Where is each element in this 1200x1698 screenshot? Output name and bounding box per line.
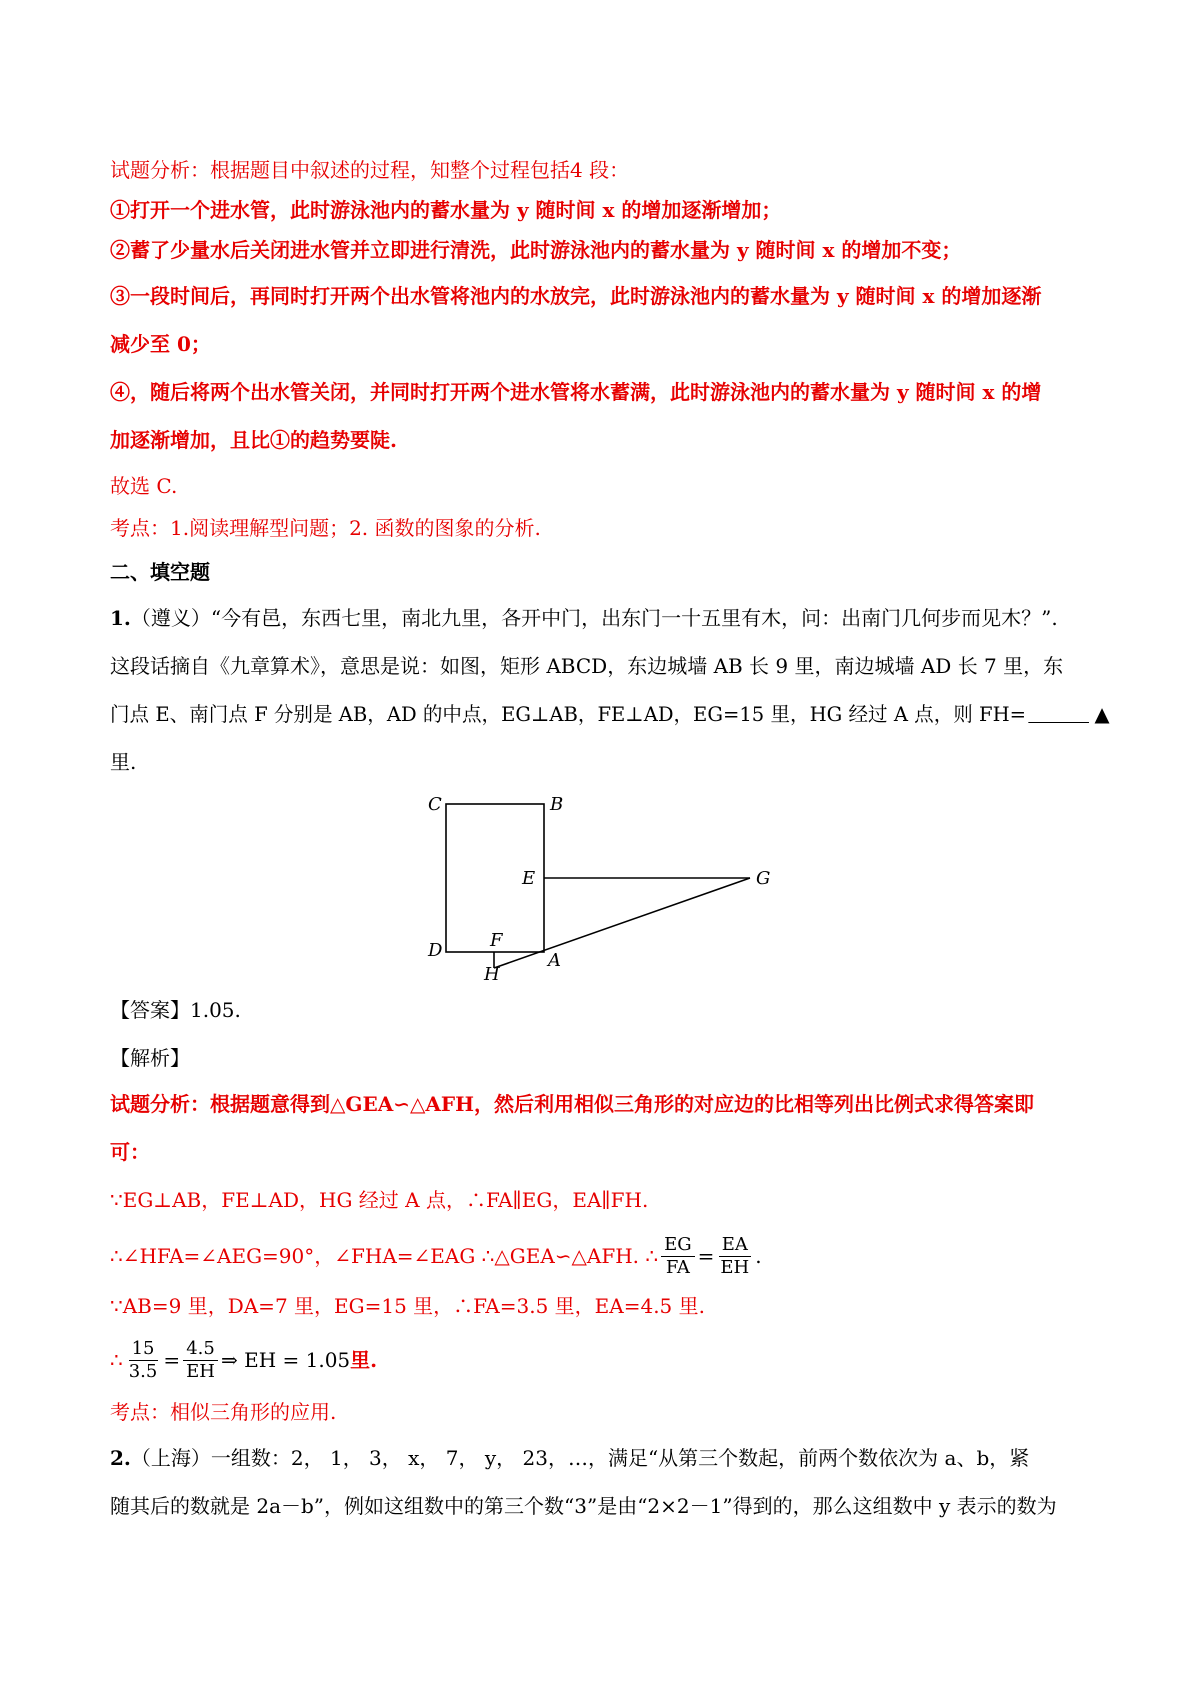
q1-solution-3-equals: = — [697, 1244, 715, 1268]
fraction-eg-fa-numerator: EG — [661, 1234, 695, 1257]
analysis-step-1: ①打开一个进水管，此时游泳池内的蓄水量为 y 随时间 x 的增加逐渐增加； — [110, 198, 782, 222]
q1-solution-5-result: ⇒ EH = 1.05 — [220, 1348, 351, 1372]
q1-text-1: （遵义）“今有邑，东西七里，南北九里，各开中门，出东门一十五里有木，问：出南门几何步而见木？”. — [130, 606, 1058, 630]
q1-solution-5 — [110, 1330, 377, 1390]
fraction-15-3-5-denominator: 3.5 — [128, 1360, 158, 1382]
q1-solution-2: ∵EG⊥AB，FE⊥AD，HG 经过 A 点，∴FA∥EG，EA∥FH. — [110, 1188, 649, 1212]
fraction-15-3-5-numerator: 15 — [129, 1338, 158, 1361]
analysis-step-4b: 加逐渐增加，且比①的趋势要陡. — [110, 428, 397, 452]
q1-jiexi: 【解析】 — [110, 1046, 190, 1070]
label-d: D — [428, 940, 443, 961]
analysis-step-3a: ③一段时间后，再同时打开两个出水管将池内的水放完，此时游泳池内的蓄水量为 y 随时间 x 的增加逐渐 — [110, 284, 1042, 308]
label-a: A — [548, 950, 561, 971]
segment-hg — [494, 878, 750, 968]
q1-answer: 【答案】1.05. — [110, 998, 241, 1022]
fraction-ea-eh-numerator: EA — [719, 1234, 751, 1257]
q1-line-4: 里. — [110, 750, 137, 774]
q1-solution-1b: 可： — [110, 1140, 150, 1164]
label-h: H — [484, 964, 500, 980]
fraction-eg-fa — [661, 1234, 695, 1279]
analysis-kaodian: 考点：1.阅读理解型问题；2. 函数的图象的分析. — [110, 516, 541, 540]
fraction-eg-fa-denominator: FA — [665, 1256, 690, 1278]
q1-text-3: 门点 E、南门点 F 分别是 AB，AD 的中点，EG⊥AB，FE⊥AD，EG=15 里，HG 经过 A 点，则 FH= — [110, 702, 1027, 726]
q1-line-3 — [110, 700, 1110, 728]
q1-answer-blank — [1028, 702, 1089, 723]
fraction-4-5-eh — [183, 1338, 218, 1383]
label-g: G — [756, 868, 771, 889]
section-heading: 二、填空题 — [110, 560, 210, 584]
q1-solution-5-prefix: ∴ — [110, 1348, 123, 1372]
label-f: F — [490, 930, 503, 951]
q1-solution-1a: 试题分析：根据题意得到△GEA∽△AFH，然后利用相似三角形的对应边的比相等列出比例式求得答案即 — [110, 1092, 1034, 1116]
analysis-choice: 故选 C. — [110, 474, 178, 498]
q2-line-1 — [110, 1444, 1029, 1472]
analysis-step-2: ②蓄了少量水后关闭进水管并立即进行清洗，此时游泳池内的蓄水量为 y 随时间 x 的增加不变； — [110, 238, 962, 262]
q1-number: 1. — [110, 606, 131, 630]
label-c: C — [428, 794, 442, 815]
fraction-4-5-eh-denominator: EH — [186, 1360, 215, 1382]
q2-line-2: 随其后的数就是 2a－b”，例如这组数中的第三个数“3”是由“2×2－1”得到的，那么这组数中 y 表示的数为 — [110, 1494, 1057, 1518]
q1-solution-3 — [110, 1226, 762, 1286]
label-b: B — [550, 794, 564, 815]
q1-triangle-mark: ▲ — [1094, 702, 1110, 726]
q1-kaodian: 考点：相似三角形的应用. — [110, 1400, 337, 1424]
q1-line-2: 这段话摘自《九章算术》，意思是说：如图，矩形 ABCD，东边城墙 AB 长 9 里，南边城墙 AD 长 7 里，东 — [110, 654, 1064, 678]
fraction-ea-eh-denominator: EH — [720, 1256, 750, 1278]
fraction-ea-eh — [717, 1234, 752, 1279]
analysis-step-3b: 减少至 0； — [110, 332, 211, 356]
q1-solution-5-unit: 里. — [350, 1348, 378, 1372]
label-e: E — [522, 868, 536, 889]
q1-solution-3-period: . — [755, 1244, 762, 1268]
analysis-intro: 试题分析：根据题目中叙述的过程，知整个过程包括4 段： — [110, 158, 630, 182]
fraction-4-5-eh-numerator: 4.5 — [183, 1338, 218, 1361]
q1-solution-5-equals: = — [163, 1348, 181, 1372]
fraction-15-3-5 — [126, 1338, 161, 1383]
q2-text-1: （上海）一组数：2， 1， 3， x， 7， y， 23，…，满足“从第三个数起，前两个数依次为 a、b，紧 — [130, 1446, 1030, 1470]
geometry-figure — [420, 780, 800, 980]
q2-number: 2. — [110, 1446, 131, 1470]
q1-line-1 — [110, 604, 1058, 632]
q1-solution-3-text: ∴∠HFA=∠AEG=90°，∠FHA=∠EAG ∴△GEA∽△AFH. ∴ — [110, 1244, 659, 1268]
q1-solution-4: ∵AB=9 里，DA=7 里，EG=15 里，∴FA=3.5 里，EA=4.5 里. — [110, 1294, 705, 1318]
analysis-step-4a: ④，随后将两个出水管关闭，并同时打开两个进水管将水蓄满，此时游泳池内的蓄水量为 y 随时间 x 的增 — [110, 380, 1042, 404]
